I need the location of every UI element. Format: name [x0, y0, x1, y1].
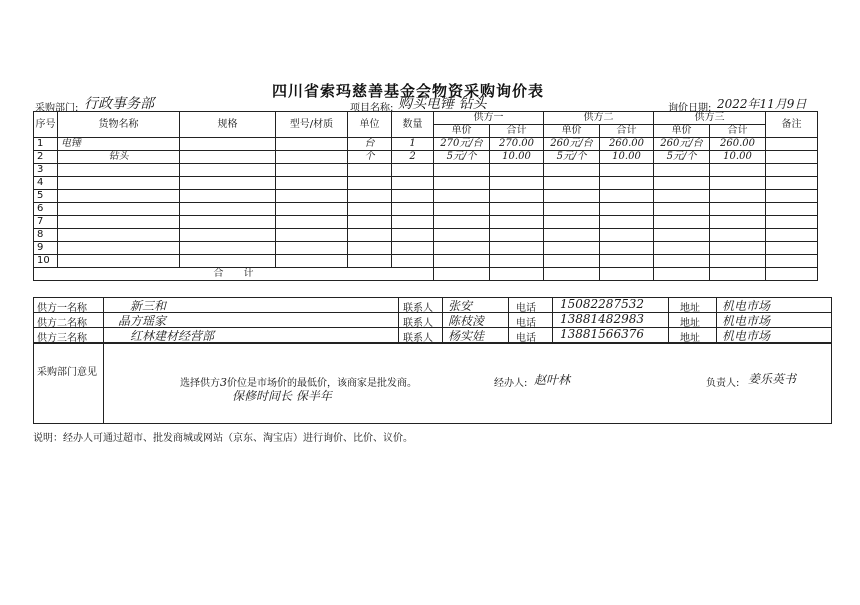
supplier-3-label: 供方三名称 — [37, 333, 87, 344]
handler-label: 经办人: — [494, 378, 528, 389]
col-supplier-1: 供方一 — [434, 112, 544, 125]
col-remark: 备注 — [766, 112, 818, 138]
row-s2-total: 10.00 — [600, 151, 654, 164]
row-s2-total: 260.00 — [600, 138, 654, 151]
supplier-2-phone-label: 电话 — [516, 318, 536, 329]
row-s3-total: 260.00 — [710, 138, 766, 151]
supplier-2-contact-label: 联系人 — [403, 318, 433, 329]
supplier-3-contact: 杨实娃 — [448, 329, 485, 343]
col-s1-total: 合计 — [490, 125, 544, 138]
row-no: 8 — [34, 229, 58, 242]
footnote: 说明：经办人可通过超市、批发商城或网站（京东、淘宝店）进行询价、比价、议价。 — [33, 433, 413, 444]
item-name-label: 项目名称: — [350, 103, 394, 114]
supplier-1-name: 新三和 — [130, 299, 167, 313]
row-unit: 个 — [348, 151, 392, 164]
supplier-2-contact: 陈枝淩 — [448, 314, 485, 328]
supplier-1-phone: 15082287532 — [560, 297, 644, 311]
row-s3-price: 5元/个 — [654, 151, 710, 164]
supplier-3-addr-label: 地址 — [680, 333, 700, 344]
sum-label: 合 计 — [34, 268, 434, 281]
supplier-1-addr: 机电市场 — [722, 299, 771, 313]
row-name: 钻头 — [58, 151, 180, 164]
col-s2-total: 合计 — [600, 125, 654, 138]
col-unit: 单位 — [348, 112, 392, 138]
leader-signature: 姜乐英书 — [748, 372, 797, 386]
handler-signature: 赵叶林 — [534, 373, 571, 387]
row-no: 4 — [34, 177, 58, 190]
opinion-note: 保修时间长 保半年 — [232, 389, 332, 403]
date-value: 2022年11月9日 — [717, 97, 807, 111]
col-s1-price: 单价 — [434, 125, 490, 138]
col-s3-price: 单价 — [654, 125, 710, 138]
row-no: 10 — [34, 255, 58, 268]
col-name: 货物名称 — [58, 112, 180, 138]
row-no: 3 — [34, 164, 58, 177]
col-qty: 数量 — [392, 112, 434, 138]
row-name: 电锤 — [58, 138, 180, 151]
dept-value: 行政事务部 — [84, 96, 154, 112]
table-row — [34, 164, 818, 177]
supplier-3-contact-label: 联系人 — [403, 333, 433, 344]
supplier-1-contact: 张安 — [448, 299, 473, 313]
supplier-3-addr: 机电市场 — [722, 329, 771, 343]
row-no: 5 — [34, 190, 58, 203]
table-row — [34, 203, 818, 216]
row-s2-price: 5元/个 — [544, 151, 600, 164]
row-no: 2 — [34, 151, 58, 164]
header-row-1 — [34, 112, 818, 125]
row-qty: 1 — [392, 138, 434, 151]
col-supplier-2: 供方二 — [544, 112, 654, 125]
row-no: 1 — [34, 138, 58, 151]
row-unit: 台 — [348, 138, 392, 151]
page-title: 四川省索玛慈善基金会物资采购询价表 — [272, 82, 545, 100]
col-no: 序号 — [34, 112, 58, 138]
opinion-text: 选择供方3价位是市场价的最低价，该商家是批发商。 — [180, 376, 417, 389]
table-row — [34, 229, 818, 242]
date-label: 询价日期: — [668, 103, 712, 114]
quote-table — [33, 111, 818, 281]
table-row — [34, 138, 818, 151]
col-spec: 规格 — [180, 112, 276, 138]
opinion-supplier-no: 3 — [220, 376, 227, 389]
supplier-1-contact-label: 联系人 — [403, 303, 433, 314]
supplier-2-phone: 13881482983 — [560, 312, 644, 326]
table-row — [34, 190, 818, 203]
row-s1-total: 270.00 — [490, 138, 544, 151]
table-row — [34, 255, 818, 268]
supplier-3-name: 红林建材经营部 — [130, 329, 215, 343]
opinion-label: 采购部门意见 — [37, 367, 97, 378]
row-no: 6 — [34, 203, 58, 216]
supplier-2-addr-label: 地址 — [680, 318, 700, 329]
supplier-1-addr-label: 地址 — [680, 303, 700, 314]
row-no: 9 — [34, 242, 58, 255]
supplier-3-phone-label: 电话 — [516, 333, 536, 344]
row-s3-total: 10.00 — [710, 151, 766, 164]
supplier-1-label: 供方一名称 — [37, 303, 87, 314]
row-s1-total: 10.00 — [490, 151, 544, 164]
supplier-2-addr: 机电市场 — [722, 314, 771, 328]
table-row — [34, 242, 818, 255]
row-qty: 2 — [392, 151, 434, 164]
row-s1-price: 5元/个 — [434, 151, 490, 164]
supplier-3-phone: 13881566376 — [560, 327, 644, 341]
col-supplier-3: 供方三 — [654, 112, 766, 125]
row-s1-price: 270元/台 — [434, 138, 490, 151]
supplier-2-label: 供方二名称 — [37, 318, 87, 329]
supplier-2-name: 晶方瑶家 — [118, 314, 167, 328]
dept-label: 采购部门: — [35, 103, 79, 114]
row-s3-price: 260元/台 — [654, 138, 710, 151]
item-name-value: 购买电锤 钻头 — [398, 96, 487, 112]
col-s2-price: 单价 — [544, 125, 600, 138]
col-model: 型号/材质 — [276, 112, 348, 138]
col-s3-total: 合计 — [710, 125, 766, 138]
row-s2-price: 260元/台 — [544, 138, 600, 151]
leader-label: 负责人: — [706, 378, 740, 389]
table-row — [34, 177, 818, 190]
supplier-1-phone-label: 电话 — [516, 303, 536, 314]
table-row — [34, 216, 818, 229]
row-no: 7 — [34, 216, 58, 229]
sum-row — [34, 268, 818, 281]
table-row — [34, 151, 818, 164]
